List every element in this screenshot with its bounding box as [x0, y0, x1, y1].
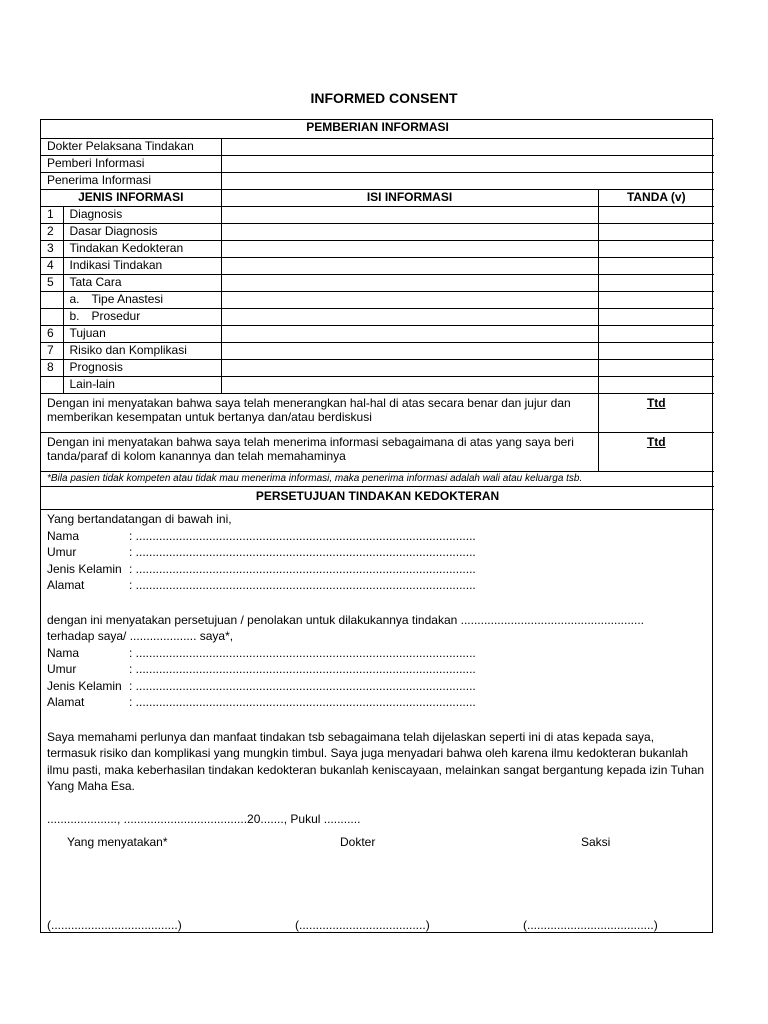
table-row — [41, 241, 714, 258]
sub-item-text: Tipe Anastesi — [91, 292, 164, 306]
note-row — [41, 472, 714, 487]
column-header-row — [41, 190, 714, 207]
mark-cell[interactable] — [598, 292, 714, 309]
address-input[interactable]: : ...................................................................................................... — [129, 695, 476, 709]
field-label: Nama — [47, 528, 80, 543]
row-label-informant: Pemberi Informasi — [41, 156, 221, 173]
field-label: Jenis Kelamin — [47, 561, 122, 576]
item-label: Risiko dan Komplikasi — [63, 343, 221, 360]
content-cell[interactable] — [221, 207, 598, 224]
content-cell[interactable] — [221, 258, 598, 275]
statement-row — [41, 433, 714, 472]
signer-label-declarant: Yang menyatakan* — [67, 835, 168, 849]
content-cell[interactable] — [221, 275, 598, 292]
doctor-field[interactable] — [221, 139, 714, 156]
column-header-mark: TANDA (v) — [598, 190, 714, 207]
age-input[interactable]: : ...................................................................................................... — [129, 545, 476, 559]
item-number — [41, 377, 63, 394]
item-number — [41, 309, 63, 326]
item-label: Lain-lain — [63, 377, 221, 394]
mark-cell[interactable] — [598, 207, 714, 224]
field-label: Umur — [47, 662, 77, 676]
table-row — [41, 309, 714, 326]
signer-label-witness: Saksi — [581, 835, 611, 849]
mark-cell[interactable] — [598, 343, 714, 360]
item-label — [63, 309, 221, 326]
gender-input[interactable]: : ...................................................................................................... — [129, 678, 476, 693]
mark-cell[interactable] — [598, 309, 714, 326]
content-cell[interactable] — [221, 224, 598, 241]
table-row — [41, 377, 714, 394]
consent-intro: Yang bertandatangan di bawah ini, — [47, 512, 232, 526]
table-row — [41, 326, 714, 343]
age-input[interactable]: : ...................................................................................................... — [129, 662, 476, 676]
informant-field[interactable] — [221, 156, 714, 173]
item-label: Indikasi Tindakan — [63, 258, 221, 275]
item-label: Prognosis — [63, 360, 221, 377]
signature-ttd[interactable]: Ttd — [598, 394, 714, 433]
field-address — [47, 577, 706, 594]
consent-section — [41, 510, 712, 827]
table-row — [41, 258, 714, 275]
content-cell[interactable] — [221, 343, 598, 360]
mark-cell[interactable] — [598, 241, 714, 258]
table-row — [41, 139, 714, 156]
mark-cell[interactable] — [598, 377, 714, 394]
table-row — [41, 173, 714, 190]
consent-form — [40, 119, 713, 933]
section-header-consent: PERSETUJUAN TINDAKAN KEDOKTERAN — [41, 487, 714, 510]
consent-subject: terhadap saya/ .................... saya*, — [47, 629, 234, 643]
row-label-doctor: Dokter Pelaksana Tindakan — [41, 139, 221, 156]
statement-recipient: Dengan ini menyatakan bahwa saya telah menerima informasi sebagaimana di atas yang saya beri tanda/paraf di kolom kanannya dan telah memahaminya — [41, 433, 598, 472]
item-label: Tindakan Kedokteran — [63, 241, 221, 258]
content-cell[interactable] — [221, 292, 598, 309]
mark-cell[interactable] — [598, 258, 714, 275]
field-name — [47, 528, 706, 545]
table-row — [41, 156, 714, 173]
item-number: 1 — [41, 207, 63, 224]
row-label-recipient: Penerima Informasi — [41, 173, 221, 190]
content-cell[interactable] — [221, 309, 598, 326]
content-cell[interactable] — [221, 241, 598, 258]
item-number: 5 — [41, 275, 63, 292]
table-row — [41, 224, 714, 241]
table-row — [41, 292, 714, 309]
document-title: INFORMED CONSENT — [310, 90, 458, 106]
field-name-2 — [47, 645, 706, 662]
signature-blank-declarant[interactable]: (......................................) — [47, 918, 182, 932]
table-row — [41, 360, 714, 377]
item-number: 6 — [41, 326, 63, 343]
item-number — [41, 292, 63, 309]
signature-ttd[interactable]: Ttd — [598, 433, 714, 472]
field-gender — [47, 561, 706, 578]
recipient-field[interactable] — [221, 173, 714, 190]
item-label: Diagnosis — [63, 207, 221, 224]
mark-cell[interactable] — [598, 224, 714, 241]
section-header-information: PEMBERIAN INFORMASI — [41, 120, 714, 139]
item-label: Tujuan — [63, 326, 221, 343]
item-label: Dasar Diagnosis — [63, 224, 221, 241]
consent-statement: dengan ini menyatakan persetujuan / penolakan untuk dilakukannya tindakan ....................................................... — [47, 612, 644, 627]
mark-cell[interactable] — [598, 275, 714, 292]
column-header-content: ISI INFORMASI — [221, 190, 598, 207]
item-label: Tata Cara — [63, 275, 221, 292]
statement-row — [41, 394, 714, 433]
statement-informant: Dengan ini menyatakan bahwa saya telah menerangkan hal-hal di atas secara benar dan jujur dan memberikan kesempatan untuk bertanya dan/atau berdiskusi — [41, 394, 598, 433]
content-cell[interactable] — [221, 377, 598, 394]
mark-cell[interactable] — [598, 326, 714, 343]
address-input[interactable]: : ...................................................................................................... — [129, 578, 476, 592]
signature-blank-doctor[interactable]: (......................................) — [295, 918, 430, 932]
sub-item-marker: b. — [69, 309, 80, 323]
item-number: 8 — [41, 360, 63, 377]
table-row — [41, 275, 714, 292]
field-label: Alamat — [47, 695, 85, 709]
date-time-line[interactable]: ....................., .....................................20......., Pukul ........... — [47, 811, 361, 826]
understanding-paragraph: Saya memahami perlunya dan manfaat tindakan tsb sebagaimana telah dijelaskan seperti ini di atas kepada saya, termasuk risiko dan komplikasi yang mungkin timbul. Saya juga menyadari bahwa oleh karena ilmu kedokteran bukanlah ilmu pasti, maka keberhasilan tindakan kedokteran bukanlah keniscayaan, melainkan sangat bergantung kepada izin Tuhan Yang Maha Esa. — [47, 729, 705, 793]
field-age-2 — [47, 661, 706, 678]
signature-blank-witness[interactable]: (......................................) — [523, 918, 658, 932]
table-row — [41, 207, 714, 224]
item-number: 2 — [41, 224, 63, 241]
field-age — [47, 544, 706, 561]
item-number: 4 — [41, 258, 63, 275]
item-number: 3 — [41, 241, 63, 258]
field-gender-2 — [47, 678, 706, 695]
sub-item-text: Prosedur — [91, 309, 141, 323]
item-number: 7 — [41, 343, 63, 360]
information-table — [41, 120, 714, 510]
item-label — [63, 292, 221, 309]
field-label: Alamat — [47, 578, 85, 592]
gender-input[interactable]: : ...................................................................................................... — [129, 561, 476, 576]
field-label: Nama — [47, 645, 80, 660]
field-label: Jenis Kelamin — [47, 678, 122, 693]
mark-cell[interactable] — [598, 360, 714, 377]
name-input[interactable]: : ...................................................................................................... — [129, 645, 476, 660]
content-cell[interactable] — [221, 360, 598, 377]
signer-label-doctor: Dokter — [340, 835, 376, 849]
field-address-2 — [47, 694, 706, 711]
table-row — [41, 343, 714, 360]
column-header-type: JENIS INFORMASI — [41, 190, 221, 207]
field-label: Umur — [47, 545, 77, 559]
name-input[interactable]: : ...................................................................................................... — [129, 528, 476, 543]
footnote: *Bila pasien tidak kompeten atau tidak mau menerima informasi, maka penerima informasi adalah wali atau keluarga tsb. — [41, 472, 714, 487]
sub-item-marker: a. — [69, 292, 80, 306]
content-cell[interactable] — [221, 326, 598, 343]
